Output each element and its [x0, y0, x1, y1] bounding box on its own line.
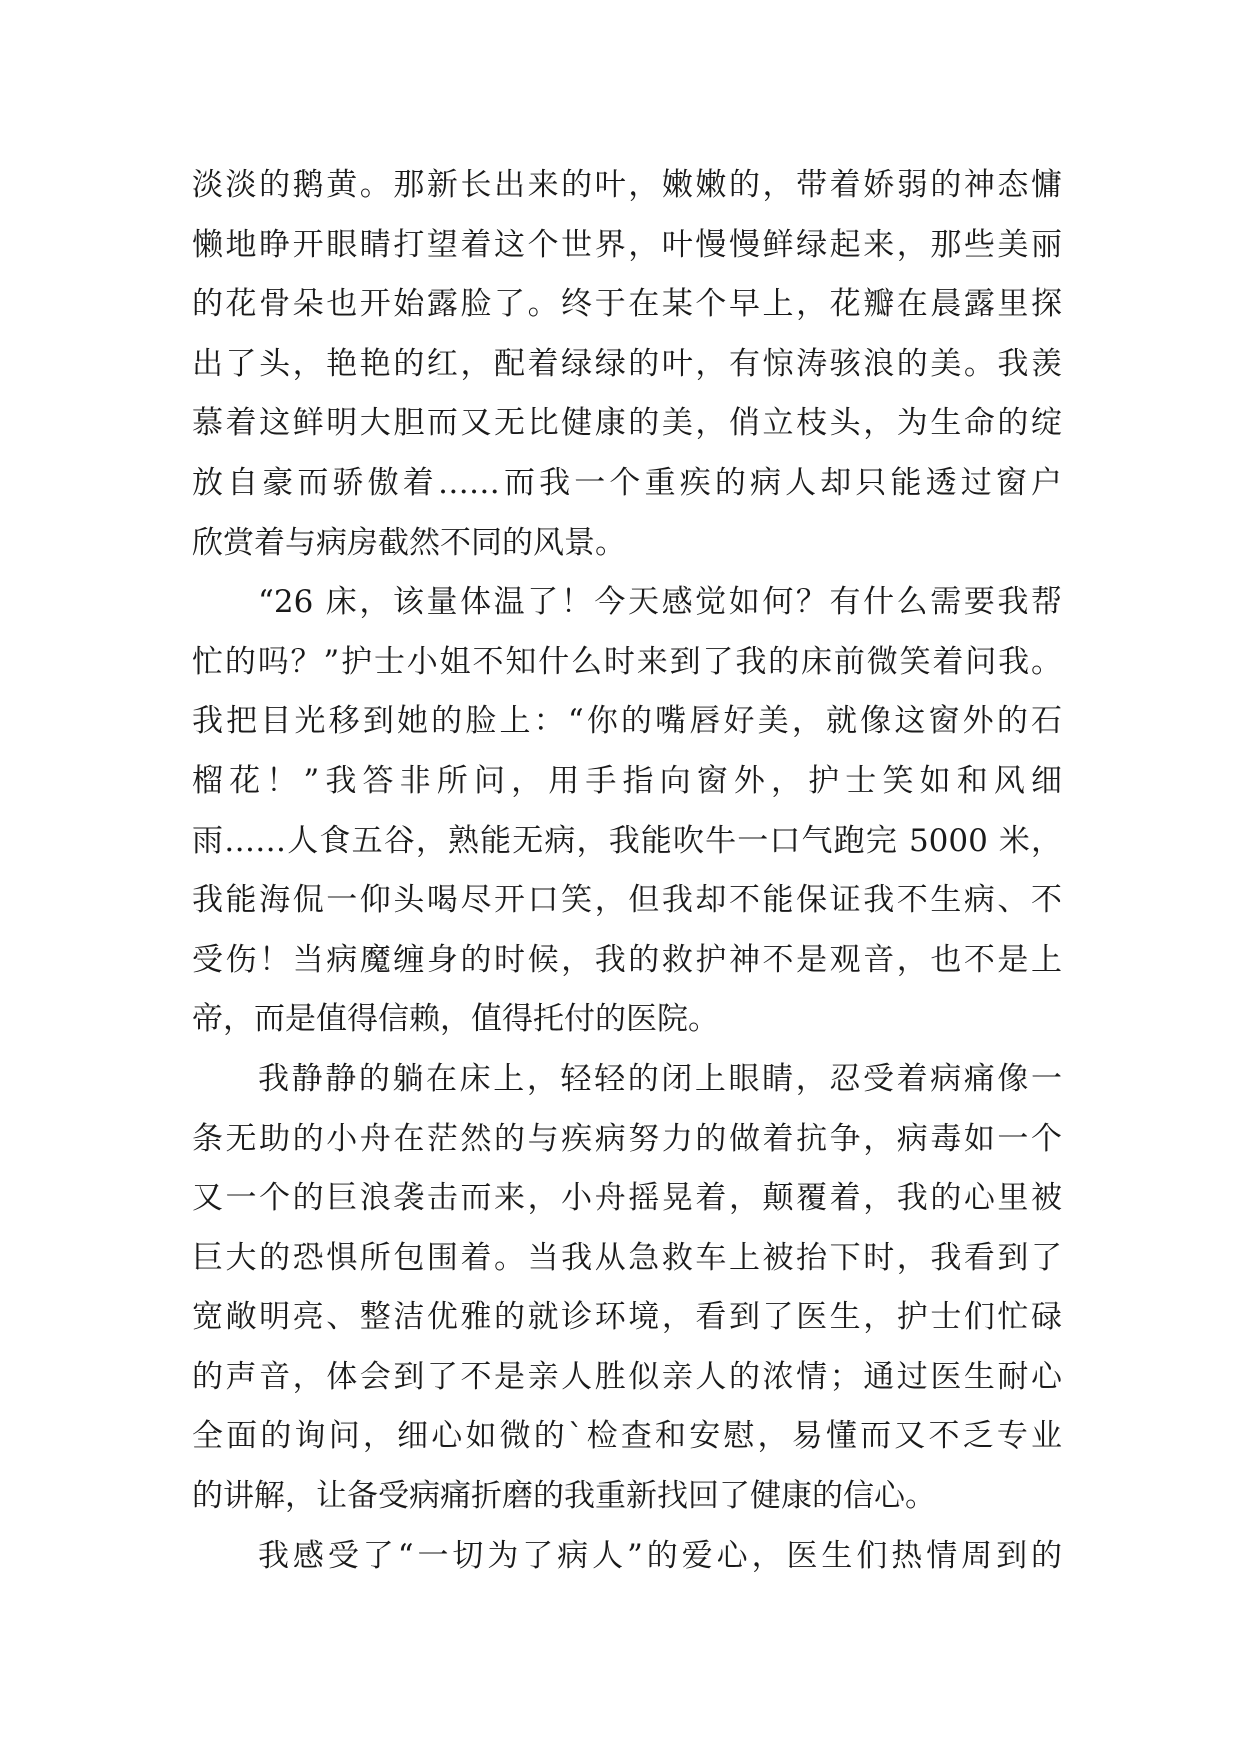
text-line: 我能海侃一仰头喝尽开口笑，但我却不能保证我不生病、不 [192, 882, 1062, 919]
text-line: “26 床，该量体温了！今天感觉如何？有什么需要我帮 [258, 584, 1062, 621]
text-line: 我感受了“一切为了病人”的爱心，医生们热情周到的 [258, 1537, 1062, 1574]
text-line: 雨……人食五谷，熟能无病，我能吹牛一口气跑完 5000 米， [192, 822, 1062, 859]
text-line: 放自豪而骄傲着……而我一个重疾的病人却只能透过窗户 [192, 464, 1062, 501]
text-line: 的声音，体会到了不是亲人胜似亲人的浓情；通过医生耐心 [192, 1358, 1062, 1395]
text-line: 榴花！”我答非所问，用手指向窗外，护士笑如和风细 [192, 762, 1062, 799]
text-line: 全面的询问，细心如微的`检查和安慰，易懂而又不乏专业 [192, 1418, 1062, 1455]
text-line: 的花骨朵也开始露脸了。终于在某个早上，花瓣在晨露里探 [192, 286, 1062, 323]
text-line: 受伤！当病魔缠身的时候，我的救护神不是观音，也不是上 [192, 941, 1062, 978]
text-line: 又一个的巨浪袭击而来，小舟摇晃着，颠覆着，我的心里被 [192, 1180, 1062, 1217]
text-line: 我静静的躺在床上，轻轻的闭上眼睛，忍受着病痛像一 [258, 1060, 1062, 1097]
text-line: 淡淡的鹅黄。那新长出来的叶，嫩嫩的，带着娇弱的神态慵 [192, 167, 1062, 203]
text-line: 忙的吗？”护士小姐不知什么时来到了我的床前微笑着问我。 [192, 643, 1062, 680]
document-body [192, 156, 1062, 1586]
text-line: 帝，而是值得信赖，值得托付的医院。 [192, 1001, 719, 1038]
text-line: 的讲解，让备受病痛折磨的我重新找回了健康的信心。 [192, 1478, 936, 1515]
text-line: 欣赏着与病房截然不同的风景。 [192, 524, 626, 561]
text-line: 慕着这鲜明大胆而又无比健康的美，俏立枝头，为生命的绽 [192, 405, 1062, 442]
text-line: 宽敞明亮、整洁优雅的就诊环境，看到了医生，护士们忙碌 [192, 1299, 1062, 1336]
text-line: 条无助的小舟在茫然的与疾病努力的做着抗争，病毒如一个 [192, 1120, 1062, 1157]
text-line: 出了头，艳艳的红，配着绿绿的叶，有惊涛骇浪的美。我羡 [192, 345, 1062, 382]
text-line: 巨大的恐惧所包围着。当我从急救车上被抬下时，我看到了 [192, 1239, 1062, 1276]
text-line: 我把目光移到她的脸上：“你的嘴唇好美，就像这窗外的石 [192, 703, 1062, 740]
text-line: 懒地睁开眼睛打望着这个世界，叶慢慢鲜绿起来，那些美丽 [192, 226, 1062, 263]
